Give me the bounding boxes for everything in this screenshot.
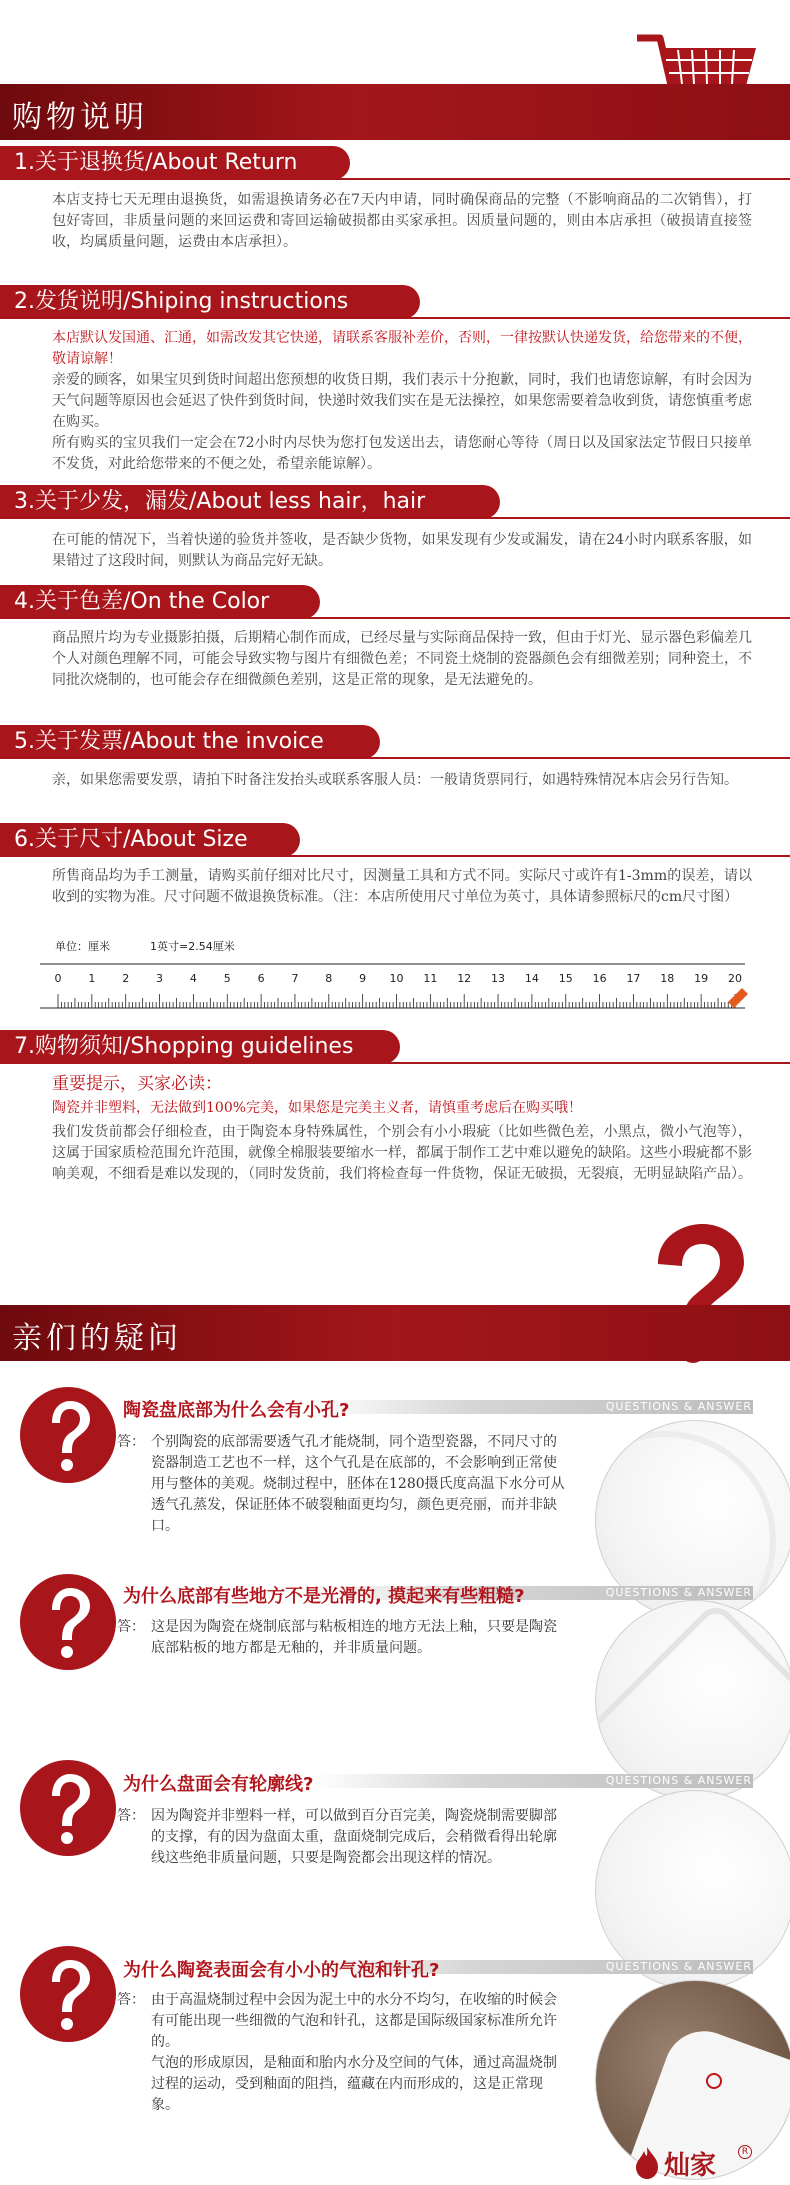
section-heading-less-hair: 3.关于少发，漏发/About less hair，hair: [0, 485, 500, 519]
section-divider: [0, 317, 790, 319]
section-text-return: 本店支持七天无理由退换货，如需退换请务必在7天内申请，同时确保商品的完整（不影响商品的二次销售），打包好寄回，非质量问题的来回运费和寄回运输破损都由买家承担。因质量问题的，则由本店承担（破损请直接签收，均属质量问题，运费由本店承担）。: [52, 192, 752, 250]
section-text-less-hair: 在可能的情况下，当着快递的验货并签收，是否缺少货物，如果发现有少发或漏发，请在24小时内联系客服，如果错过了这段时间，则默认为商品完好无缺。: [52, 532, 752, 569]
qa-tag: QUESTIONS & ANSWER: [605, 1400, 752, 1413]
ruler-tick-label: 17: [626, 972, 641, 985]
ruler-tick-label: 15: [558, 972, 573, 985]
faq-question-3: 为什么盘面会有轮廓线?: [123, 1774, 314, 1795]
question-bubble-icon: [18, 1942, 118, 2052]
answer-prefix: 答：: [117, 1808, 145, 1824]
section-divider: [0, 517, 790, 519]
section-text-color: 商品照片均为专业摄影拍摄，后期精心制作而成，已经尽量与实际商品保持一致，但由于灯光、显示器色彩偏差几个人对颜色理解不同，可能会导致实物与图片有细微色差；不同瓷土烧制的瓷器颜色会有细微差别；同种瓷土，不同批次烧制的，也可能会存在细微颜色差别，这是正常的现象，是无法避免的。: [52, 630, 752, 688]
ruler-tick-label: 6: [257, 972, 265, 985]
notice-title: 重要提示，买家必读：: [52, 1074, 222, 1094]
section-heading-size: 6.关于尺寸/About Size: [0, 823, 300, 857]
qa-tag: QUESTIONS & ANSWER: [605, 1774, 752, 1787]
ruler-tick-label: 18: [660, 972, 675, 985]
ruler-conversion: 1英寸=2.54厘米: [150, 940, 235, 953]
plate-photo: [595, 1600, 790, 1800]
brand-name: 灿家: [664, 2151, 717, 2181]
section-heading-shipping: 2.发货说明/Shiping instructions: [0, 285, 420, 319]
section-heading-invoice: 5.关于发票/About the invoice: [0, 725, 380, 759]
faq-title: 亲们的疑问: [12, 1321, 182, 1356]
faq-answer-3: [117, 1806, 567, 1869]
section-red-text-guidelines: 陶瓷并非塑料，无法做到100%完美，如果您是完美主义者，请慎重考虑后在购买哦！: [52, 1100, 583, 1116]
faq-question-2: 为什么底部有些地方不是光滑的, 摸起来有些粗糙?: [123, 1586, 525, 1607]
ruler-tick-label: 16: [592, 972, 607, 985]
ruler-tick-label: 4: [189, 972, 197, 985]
section-red-text-shipping: 本店默认发国通、汇通，如需改发其它快递，请联系客服补差价，否则，一律按默认快递发货，给您带来的不便，敬请谅解！: [52, 330, 752, 367]
ruler-tick-label: 1: [88, 972, 96, 985]
answer-text: 个别陶瓷的底部需要透气孔才能烧制，同个造型瓷器，不同尺寸的瓷器制造工艺也不一样，这个气孔是在底部的，不会影响到正常使用与整体的美观。烧制过程中，胚体在1280摄氏度高温下水分可从透气孔蒸发，保证胚体不破裂釉面更均匀，颜色更亮丽，而并非缺口。: [151, 1434, 565, 1534]
answer-text: 因为陶瓷并非塑料一样，可以做到百分百完美，陶瓷烧制需要脚部的支撑，有的因为盘面太重，盘面烧制完成后，会稍微看得出轮廓线这些绝非质量问题，只要是陶瓷都会出现这样的情况。: [151, 1808, 557, 1866]
section-heading-guidelines: 7.购物须知/Shopping guidelines: [0, 1030, 400, 1064]
section-text-invoice: 亲，如果您需要发票，请拍下时备注发抬头或联系客服人员：一般请货票同行，如遇特殊情况本店会另行告知。: [52, 772, 738, 788]
question-bubble-icon: [18, 1756, 118, 1866]
faq-answer-4: [117, 1990, 567, 2116]
section-divider: [0, 757, 790, 759]
answer-text-2: 气泡的形成原因，是釉面和胎内水分及空间的气体，通过高温烧制过程的运动，受到釉面的阻挡，蕴藏在内而形成的，这是正常现象。: [151, 2055, 557, 2113]
ruler: [40, 952, 750, 1012]
ruler-unit-label: 单位：厘米: [55, 940, 110, 953]
brand-flame-icon: [634, 2147, 660, 2179]
page-title: 购物说明: [12, 100, 148, 135]
ruler-tick-label: 11: [423, 972, 438, 985]
answer-prefix: 答：: [117, 1619, 145, 1635]
answer-prefix: 答：: [117, 1434, 145, 1450]
faq-question-1: 陶瓷盘底部为什么会有小孔?: [123, 1400, 350, 1421]
section-divider: [0, 178, 790, 180]
defect-marker-icon: [706, 2073, 722, 2089]
section-text-guidelines: 我们发货前都会仔细检查，由于陶瓷本身特殊属性，个别会有小小瑕疵（比如些微色差，小黑点，微小气泡等），这属于国家质检范围允许范围，就像全棉服装要缩水一样，都属于制作工艺中难以避免的缺陷。这些小瑕疵都不影响美观，不细看是难以发现的，（同时发货前，我们将检查每一件货物，保证无破损，无裂痕，无明显缺陷产品）。: [52, 1124, 752, 1182]
ruler-tick-label: 13: [491, 972, 506, 985]
ruler-tick-label: 9: [359, 972, 367, 985]
ruler-tick-label: 19: [694, 972, 709, 985]
qa-tag: QUESTIONS & ANSWER: [605, 1960, 752, 1973]
faq-answer-2: [117, 1617, 567, 1659]
section-divider: [0, 617, 790, 619]
ruler-tick-label: 12: [457, 972, 472, 985]
ruler-tick-label: 10: [389, 972, 404, 985]
ruler-tick-label: 2: [122, 972, 130, 985]
section-text2-shipping: 所有购买的宝贝我们一定会在72小时内尽快为您打包发送出去，请您耐心等待（周日以及国家法定节假日只接单不发货，对此给您带来的不便之处，希望亲能谅解）。: [52, 435, 752, 472]
faq-question-4: 为什么陶瓷表面会有小小的气泡和针孔?: [123, 1960, 440, 1981]
section-heading-color: 4.关于色差/On the Color: [0, 585, 320, 619]
ruler-tick-label: 5: [223, 972, 231, 985]
ruler-tick-label: 20: [728, 972, 742, 985]
section-text-shipping: 亲爱的顾客，如果宝贝到货时间超出您预想的收货日期，我们表示十分抱歉，同时，我们也请您谅解，有时会因为天气问题等原因也会延迟了快件到货时间，快递时效我们实在是无法操控，如果您需要着急收到货，请您慎重考虑在购买。: [52, 372, 752, 430]
qa-tag: QUESTIONS & ANSWER: [605, 1586, 752, 1599]
ruler-tick-label: 8: [325, 972, 333, 985]
ruler-tick-label: 0: [54, 972, 62, 985]
section-text-size: 所售商品均为手工测量，请购买前仔细对比尺寸，因测量工具和方式不同。实际尺寸或许有1-3mm的误差，请以收到的实物为准。尺寸问题不做退换货标准。（注：本店所使用尺寸单位为英寸，具体请参照标尺的cm尺寸图）: [52, 868, 752, 905]
question-bubble-icon: [18, 1383, 118, 1493]
faq-answer-1: [117, 1432, 567, 1537]
answer-text: 这是因为陶瓷在烧制底部与粘板相连的地方无法上釉，只要是陶瓷底部粘板的地方都是无釉的，并非质量问题。: [151, 1619, 557, 1656]
section-divider: [0, 855, 790, 857]
question-bubble-icon: [18, 1570, 118, 1680]
ruler-tick-label: 7: [291, 972, 299, 985]
brand-logo: [634, 2145, 774, 2181]
section-divider: [0, 1062, 790, 1064]
ruler-tick-label: 14: [524, 972, 539, 985]
ruler-tick-label: 3: [156, 972, 164, 985]
brand-registered-mark: R: [738, 2145, 752, 2159]
answer-text: 由于高温烧制过程中会因为泥土中的水分不均匀，在收缩的时候会有可能出现一些细微的气泡和针孔，这都是国际级国家标准所允许的。: [151, 1992, 557, 2050]
answer-prefix: 答：: [117, 1992, 145, 2008]
pencil-icon: [728, 988, 748, 1008]
section-heading-return: 1.关于退换货/About Return: [0, 146, 350, 180]
